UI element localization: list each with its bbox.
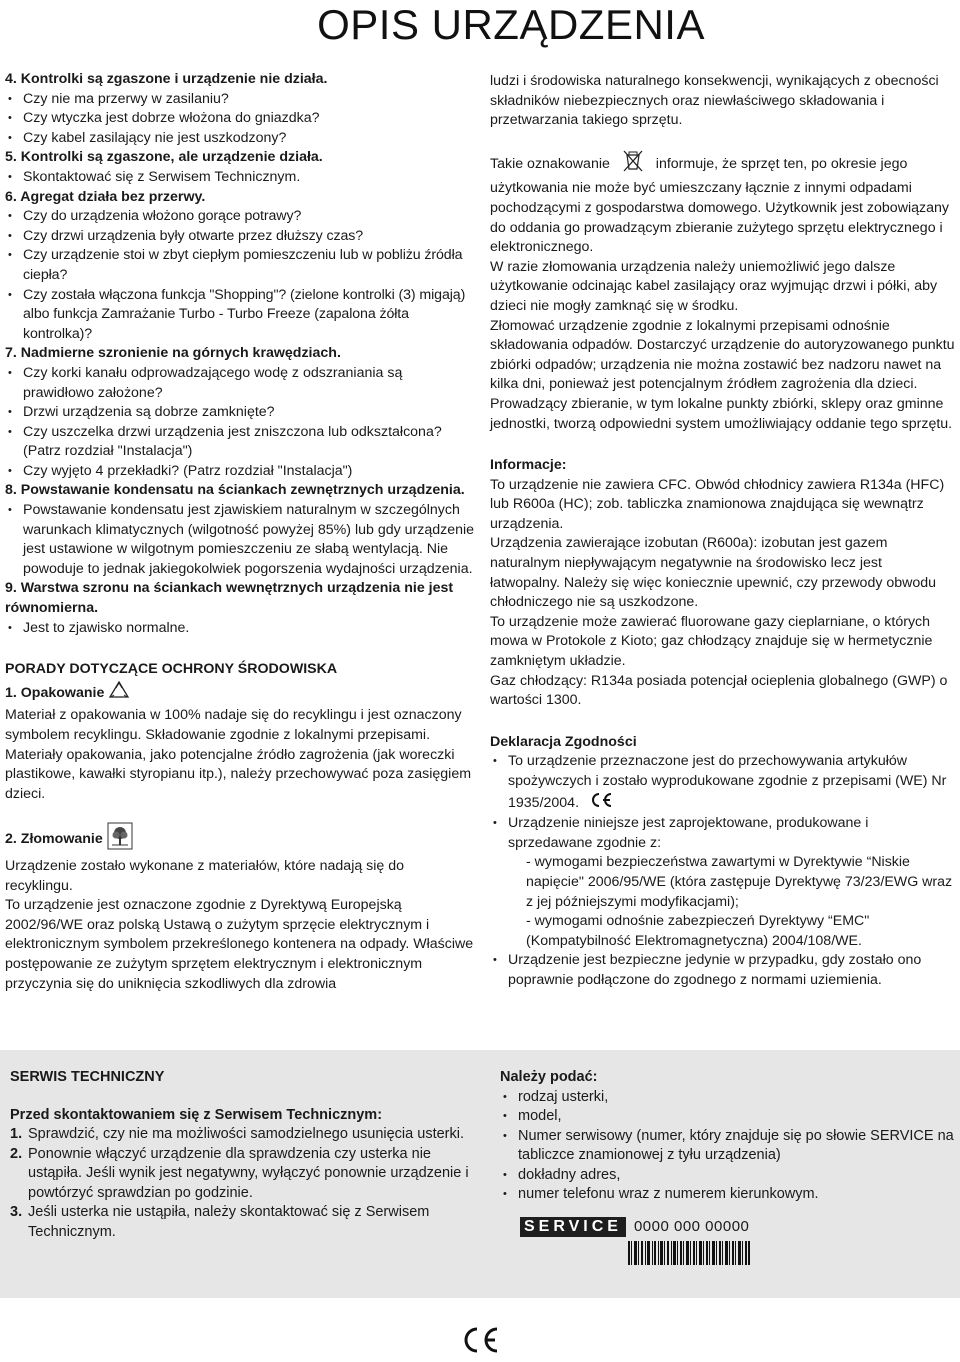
list-item: • Urządzenie niniejsze jest zaprojektowane, produkowane i sprzedawane zgodnie z: [490,814,955,853]
paragraph [490,149,955,258]
list-item: • dokładny adres, [500,1166,955,1186]
right-column [490,72,955,991]
list-item: • Skontaktować się z Serwisem Technicznym. [5,168,475,188]
list-item: • Czy nie ma przerwy w zasilaniu? [5,90,475,110]
section-4-heading: 4. Kontrolki są zgaszone i urządzenie nie działa. [5,71,328,87]
paragraph: ludzi i środowiska naturalnego konsekwencji, wynikających z obecności składników niebezpiecznych oraz niewłaściwego składowania i przetwarzania takiego sprzętu. [490,73,939,129]
list-subitem: - wymogami bezpieczeństwa zawartymi w Dyrektywie “Niskie napięcie" 2006/95/WE (która zastępuje Dyrektywę 73/23/EWG wraz z jej późniejszymi modyfikacjami); [526,854,953,910]
list-item [10,1203,475,1242]
packaging-heading [5,680,475,707]
scrapping-text: Urządzenie zostało wykonane z materiałów, które nadają się do recyklingu. To urządzenie jest oznaczone zgodnie z Dyrektywą Europejską 2002/96/WE oraz polską Ustawą o zużytym sprzęcie elektrycznym i elektronicznym symbolem przekreślonego kontenera na odpady. Właściwe postępowanie ze zużytym sprzętem elektrycznym i elektronicznym przyczynia się do uniknięcia szkodliwych dla zdrowia [5,857,474,992]
paragraph: Gaz chłodzący: R134a posiada potencjał ocieplenia globalnego (GWP) o wartości 1300. [490,672,948,709]
ce-mark-icon [589,792,613,815]
step-number: 3. [10,1204,23,1220]
list-item: • numer telefonu wraz z numerem kierunkowym. [500,1185,955,1205]
list-item: • Czy kabel zasilający nie jest uszkodzony? [5,129,475,149]
list-item: • Czy do urządzenia włożono gorące potrawy? [5,207,475,227]
marking-text-post: informuje, że sprzęt ten, po okresie jego użytkowania nie może być umieszczany łącznie z innymi odpadami pochodzącymi z gospodarstwa domowego. Użytkownik jest zobowiązany do oddania go prowadzącym zbieranie zużytego sprzętu elektrycznego i elektronicznego. [490,155,949,256]
list-item: • Czy urządzenie stoi w zbyt ciepłym pomieszczeniu lub w pobliżu źródła ciepła? [5,246,475,285]
declaration-heading: Deklaracja Zgodności [490,733,637,750]
declaration-item-text: To urządzenie przeznaczone jest do przechowywania artykułów spożywczych i zostało wyprodukowane zgodnie z przepisami (WE) Nr 1935/2004. [508,753,947,811]
service-right [500,1068,955,1271]
packaging-text: Materiał z opakowania w 100% nadaje się do recyklingu i jest oznaczony symbolem recyklingu. Składowanie zgodnie z lokalnymi przepisami. Materiały opakowania, jako potencjalne źródło zagrożenia (jak woreczki plastikowe, kawałki styropianu itp.), należy przechowywać poza zasięgiem dzieci. [5,707,472,802]
service-label: SERVICE [520,1217,626,1237]
tree-icon [107,822,133,857]
barcode [628,1241,955,1272]
service-subheading: Przed skontaktowaniem się z Serwisem Technicznym: [10,1106,383,1123]
list-item: • Jest to zjawisko normalne. [5,619,475,639]
list-item [10,1125,475,1145]
section-5-heading: 5. Kontrolki są zgaszone, ale urządzenie działa. [5,149,323,166]
list-item: • model, [500,1107,955,1127]
step-number: 1. [10,1126,23,1142]
paragraph: Złomować urządzenie zgodnie z lokalnymi przepisami odnośnie składowania odpadów. Dostarczyć urządzenie do autoryzowanego punktu zbiórki odpadów; urządzenia nie można zostawić bez nadzoru nawet na kilka dni, ponieważ jest potencjalnym źródłem zagrożenia dla dzieci. Prowadzący zbieranie, w tym lokalne punkty zbiórki, sklepy oraz gminne jednostki, tworzą odpowiedni system umożliwiający oddanie tego sprzętu. [490,317,955,432]
step-text: Ponownie włączyć urządzenie dla sprawdzenia czy usterka nie ustąpiła. Jeśli wynik jest negatywny, wyłączyć ponownie urządzenie i powtórzyć sprawdzian po godzinie. [28,1145,469,1201]
list-item: • Powstawanie kondensatu jest zjawiskiem naturalnym w szczególnych warunkach klimatycznych (wilgotność powyżej 85%) lub gdy urządzenie jest ustawione w wilgotnym pomieszczeniu ze słabą wentylacją. Nie powoduje to jednak jakiegokolwiek pogorszenia wydajności urządzenia. [5,501,475,579]
list-item: • Czy korki kanału odprowadzającego wodę z odszraniania są prawidłowo założone? [5,364,475,403]
provide-heading: Należy podać: [500,1069,598,1085]
list-item: • Czy wtyczka jest dobrze włożona do gniazdka? [5,109,475,129]
list-item: • rodzaj usterki, [500,1088,955,1108]
environment-heading: PORADY DOTYCZĄCE OCHRONY ŚRODOWISKA [5,661,338,678]
scrapping-heading [5,822,475,857]
service-label-row [520,1217,955,1237]
step-text: Jeśli usterka nie ustąpiła, należy skontaktować się z Serwisem Technicznym. [28,1204,430,1240]
packaging-heading-text: 1. Opakowanie [5,684,105,701]
step-text: Sprawdzić, czy nie ma możliwości samodzielnego usunięcia usterki. [28,1126,464,1142]
step-number: 2. [10,1145,23,1162]
recycle-triangle-icon [108,680,130,707]
paragraph: W razie złomowania urządzenia należy uniemożliwić jego dalsze użytkowanie odcinając kabel zasilający oraz wyjmując drzwi i półki, aby dzieci nie mogły zamknąć się w środku. [490,258,938,314]
marking-text-pre: Takie oznakowanie [490,155,610,172]
section-8-heading: 8. Powstawanie kondensatu na ściankach zewnętrznych urządzenia. [5,482,465,499]
list-item: • Czy uszczelka drzwi urządzenia jest zniszczona lub odkształcona? (Patrz rozdział "Instalacja") [5,423,475,462]
list-item: • Urządzenie jest bezpieczne jedynie w przypadku, gdy zostało ono poprawnie podłączone do zgodnego z normami uziemienia. [490,951,955,990]
service-left [10,1068,475,1242]
list-item [10,1145,475,1204]
list-subitem: - wymogami odnośnie zabezpieczeń Dyrektywy “EMC" (Kompatybilność Elektromagnetyczna) 2004/108/WE. [526,913,870,949]
list-item: • Drzwi urządzenia są dobrze zamknięte? [5,403,475,423]
crossed-bin-icon [622,149,644,180]
service-number: 0000 000 00000 [633,1217,750,1235]
service-heading: SERWIS TECHNICZNY [10,1069,165,1085]
list-item: • Czy drzwi urządzenia były otwarte przez dłuższy czas? [5,227,475,247]
info-heading: Informacje: [490,457,567,474]
ce-mark-icon [460,1326,500,1359]
list-item [490,752,955,814]
page-title: OPIS URZĄDZENIA [317,1,705,48]
list-item: • Czy została włączona funkcja "Shopping"? (zielone kontrolki (3) migają) albo funkcja Zamrażanie Turbo - Turbo Freeze (zapalona żółta kontrolka)? [5,286,475,345]
section-7-heading: 7. Nadmierne szronienie na górnych krawędziach. [5,345,341,362]
section-9-heading: 9. Warstwa szronu na ściankach wewnętrznych urządzenia nie jest równomierna. [5,580,454,617]
list-item: • Numer serwisowy (numer, który znajduje się po słowie SERVICE na tabliczce znamionowej z tyłu urządzenia) [500,1127,955,1166]
list-item: • Czy wyjęto 4 przekładki? (Patrz rozdział "Instalacja") [5,462,475,482]
left-column [5,70,475,994]
paragraph: To urządzenie może zawierać fluorowane gazy cieplarniane, o których mowa w Protokole z Kioto; gaz chłodzący znajduje się w hermetycznie zamkniętym układzie. [490,613,933,670]
scrapping-heading-text: 2. Złomowanie [5,831,103,848]
paragraph: Urządzenia zawierające izobutan (R600a): izobutan jest gazem naturalnym niepływającym negatywnie na środowisko lecz jest łatwopalny. Należy się więc koniecznie upewnić, czy przewody obwodu chłodniczego nie są uszkodzone. [490,535,937,611]
section-6-heading: 6. Agregat działa bez przerwy. [5,188,206,205]
service-box [0,1050,960,1298]
paragraph: To urządzenie nie zawiera CFC. Obwód chłodnicy zawiera R134a (HFC) lub R600a (HC); zob. tabliczka znamionowa znajdująca się wewnątrz urządzenia. [490,476,945,532]
